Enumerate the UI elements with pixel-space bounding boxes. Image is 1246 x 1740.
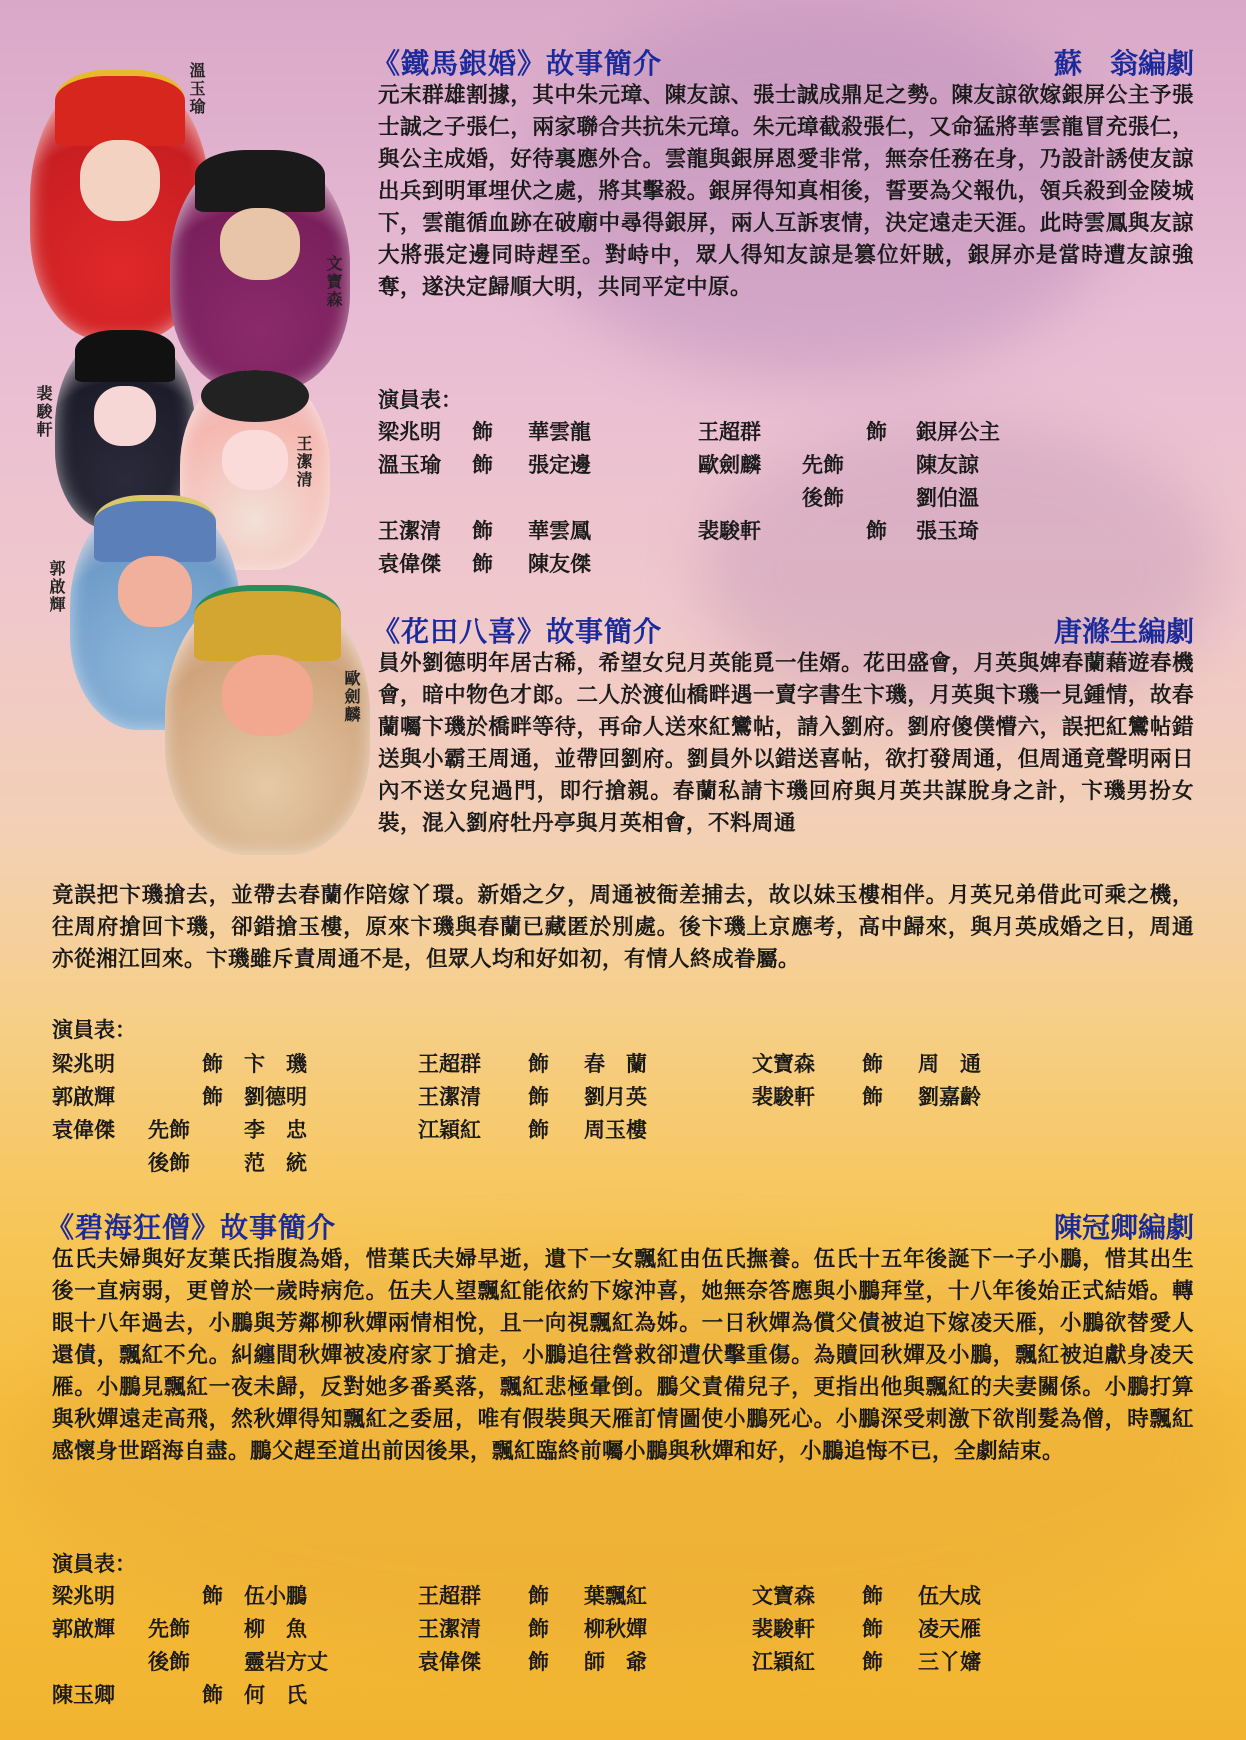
- role-marker: 飾: [862, 1582, 883, 1608]
- actor: [752, 1677, 862, 1710]
- role-marker: 飾: [528, 1050, 549, 1076]
- role-marker: [866, 480, 916, 513]
- role: 周 通: [918, 1050, 981, 1076]
- cast-row: [378, 513, 1056, 546]
- role: 周玉樓: [584, 1116, 647, 1142]
- actor: 江穎紅: [418, 1116, 481, 1142]
- role-marker: [202, 1112, 244, 1145]
- actor: [698, 546, 802, 579]
- role-marker: [528, 1145, 584, 1178]
- cast-row: [52, 1644, 1028, 1677]
- portrait-name: 郭啟輝: [47, 560, 66, 614]
- cast-row: [52, 1578, 1028, 1611]
- role-marker: 飾: [528, 1582, 549, 1608]
- role: 陳友諒: [916, 451, 979, 477]
- role-order: 先飾: [148, 1116, 190, 1142]
- role: 陳友傑: [528, 550, 591, 576]
- actor: [52, 1644, 148, 1677]
- headdress-icon: [94, 495, 216, 562]
- cast-row: [52, 1611, 1028, 1644]
- actor: 袁偉傑: [418, 1648, 481, 1674]
- role-marker: [862, 1112, 918, 1145]
- role: 劉德明: [244, 1083, 307, 1109]
- actor: 王超群: [418, 1582, 481, 1608]
- role-order: [802, 513, 866, 546]
- role-marker: 飾: [202, 1681, 223, 1707]
- portrait-name: 文寶森: [324, 255, 343, 309]
- role-marker: [866, 447, 916, 480]
- actor: 王潔清: [418, 1083, 481, 1109]
- role: [918, 1145, 1028, 1178]
- actor: [52, 1145, 148, 1178]
- role: 華雲龍: [528, 418, 591, 444]
- portrait-name: 溫玉瑜: [187, 62, 206, 116]
- portrait-name: 歐劍麟: [342, 670, 361, 724]
- role: 伍大成: [918, 1582, 981, 1608]
- cast-table: [52, 1046, 1028, 1178]
- actor: 陳玉卿: [52, 1681, 115, 1707]
- story-text-continued: 竟誤把卞璣搶去，並帶去春蘭作陪嫁丫環。新婚之夕，周通被衙差捕去，故以妹玉樓相伴。月英兄弟借此可乘之機，往周府搶回卞璣，卻錯搶玉樓，原來卞璣與春蘭已藏匿於別處。後卞璣上京應考，高中歸來，與月英成婚之日，周通亦從湘江回來。卞璣雖斥責周通不是，但眾人均和好如初，有情人終成眷屬。: [52, 883, 1194, 972]
- role-order: 後飾: [148, 1149, 190, 1175]
- story-text: 員外劉德明年居古稀，希望女兒月英能覓一佳婿。花田盛會，月英與婢春蘭藉遊春機會，暗中物色才郎。二人於渡仙橋畔遇一賣字書生卞璣，月英與卞璣一見鍾情，故春蘭囑卞璣於橋畔等待，再命人送來紅鸞帖，請入劉府。劉府傻僕懵六，誤把紅鸞帖錯送與小霸王周通，並帶回劉府。劉員外以錯送喜帖，欲打發周通，但周通竟聲明兩日內不送女兒過門，即行搶親。春蘭私請卞璣回府與月英共謀脫身之計，卞璣男扮女裝，混入劉府牡丹亭與月英相會，不料周通: [378, 651, 1194, 836]
- role: 劉伯溫: [916, 484, 979, 510]
- actor: 梁兆明: [52, 1582, 115, 1608]
- role-marker: 飾: [862, 1648, 883, 1674]
- actor: 袁偉傑: [52, 1116, 115, 1142]
- headdress-icon: [194, 585, 342, 661]
- actor: 裴駿軒: [752, 1615, 815, 1641]
- actor: [418, 1145, 528, 1178]
- role: 靈岩方丈: [244, 1648, 328, 1674]
- cast-row: [378, 480, 1056, 513]
- role: 張定邊: [528, 451, 591, 477]
- section-title: 《花田八喜》故事簡介: [372, 615, 663, 648]
- role: [584, 1145, 752, 1178]
- role-marker: 飾: [862, 1083, 883, 1109]
- actor: 裴駿軒: [752, 1083, 815, 1109]
- actor: 江穎紅: [752, 1648, 815, 1674]
- actor: [752, 1112, 862, 1145]
- role-marker: 飾: [528, 1116, 549, 1142]
- actor: 王超群: [698, 418, 761, 444]
- role-order: 先飾: [802, 451, 844, 477]
- actor: 溫玉瑜: [378, 451, 441, 477]
- role: 華雲鳳: [528, 517, 591, 543]
- role-marker: 飾: [202, 1083, 223, 1109]
- role: 卞 璣: [244, 1050, 307, 1076]
- actor: 王潔清: [378, 517, 441, 543]
- face-icon: [118, 556, 193, 627]
- role: [918, 1677, 1028, 1710]
- role-order: 後飾: [802, 484, 844, 510]
- section-writer: 陳冠卿編劇: [1053, 1211, 1194, 1244]
- portrait-name: 王潔清: [294, 435, 313, 489]
- role-marker: 飾: [862, 1050, 883, 1076]
- story-text: 元末群雄割據，其中朱元璋、陳友諒、張士誠成鼎足之勢。陳友諒欲嫁銀屏公主予張士誠之子張仁，兩家聯合共抗朱元璋。朱元璋截殺張仁，又命猛將華雲龍冒充張仁，與公主成婚，好待裏應外合。雲龍與銀屏恩愛非常，無奈任務在身，乃設計誘使友諒出兵到明軍埋伏之處，將其擊殺。銀屏得知真相後，誓要為父報仇，領兵殺到金陵城下，雲龍循血跡在破廟中尋得銀屏，兩人互訴衷情，決定遠走天涯。此時雲鳳與友諒大將張定邊同時趕至。對峙中，眾人得知友諒是篡位奸賊，銀屏亦是當時遭友諒強奪，遂決定歸順大明，共同平定中原。: [378, 83, 1194, 300]
- actor: [418, 1677, 528, 1710]
- cast-row: [378, 414, 1056, 447]
- role-marker: [202, 1145, 244, 1178]
- role: [584, 1677, 752, 1710]
- role: 李 忠: [244, 1116, 307, 1142]
- actor: 王超群: [418, 1050, 481, 1076]
- role-order: 後飾: [148, 1648, 190, 1674]
- performer-portraits: [30, 40, 380, 850]
- role-marker: 飾: [472, 517, 493, 543]
- role: 師 爺: [584, 1648, 647, 1674]
- headdress-icon: [55, 70, 185, 146]
- actor: 文寶森: [752, 1050, 815, 1076]
- actor: 梁兆明: [52, 1050, 115, 1076]
- role-order: [802, 414, 866, 447]
- role: 三丫嬸: [918, 1648, 981, 1674]
- cast-label: 演員表：: [52, 1017, 136, 1042]
- role-order: [802, 546, 866, 579]
- role-marker: 飾: [866, 418, 887, 444]
- role-marker: 飾: [472, 451, 493, 477]
- cast-row: [52, 1145, 1028, 1178]
- role: 劉嘉齡: [918, 1083, 981, 1109]
- portrait-name: 裴駿軒: [34, 385, 53, 439]
- role-marker: 飾: [202, 1582, 223, 1608]
- role-marker: [202, 1644, 244, 1677]
- role-order: [148, 1578, 202, 1611]
- face-icon: [80, 140, 159, 221]
- actor: [698, 480, 802, 513]
- headdress-icon: [75, 330, 176, 382]
- actor: [752, 1145, 862, 1178]
- cast-label: 演員表：: [378, 387, 462, 412]
- role: 劉月英: [584, 1083, 647, 1109]
- role-order: [148, 1079, 202, 1112]
- role: [528, 480, 698, 513]
- cast-table: [378, 414, 1056, 579]
- role-marker: [528, 1677, 584, 1710]
- role: 銀屏公主: [916, 418, 1000, 444]
- cast-row: [378, 447, 1056, 480]
- role-order: [148, 1677, 202, 1710]
- cast-row: [52, 1677, 1028, 1710]
- cast-label: 演員表：: [52, 1551, 136, 1576]
- section-writer: 唐滌生編劇: [1053, 615, 1194, 648]
- role-marker: 飾: [866, 517, 887, 543]
- role-marker: 飾: [472, 550, 493, 576]
- actor: 裴駿軒: [698, 517, 761, 543]
- face-icon: [94, 386, 156, 446]
- face-icon: [222, 430, 288, 490]
- cast-row: [378, 546, 1056, 579]
- section-title: 《鐵馬銀婚》故事簡介: [372, 47, 663, 80]
- role: 何 氏: [244, 1681, 307, 1707]
- actor: 袁偉傑: [378, 550, 441, 576]
- role-marker: [472, 480, 528, 513]
- role: 范 統: [244, 1149, 307, 1175]
- role-order: 先飾: [148, 1615, 190, 1641]
- actor: 郭啟輝: [52, 1615, 115, 1641]
- role-marker: 飾: [528, 1083, 549, 1109]
- role-marker: [866, 546, 916, 579]
- actor: 郭啟輝: [52, 1083, 115, 1109]
- role-marker: 飾: [528, 1615, 549, 1641]
- role-marker: [202, 1611, 244, 1644]
- face-icon: [220, 208, 299, 280]
- cast-row: [52, 1079, 1028, 1112]
- actor: 梁兆明: [378, 418, 441, 444]
- role: [916, 546, 1056, 579]
- role: 春 蘭: [584, 1050, 647, 1076]
- cast-row: [52, 1046, 1028, 1079]
- section-title: 《碧海狂僧》故事簡介: [46, 1211, 337, 1244]
- role-marker: [862, 1145, 918, 1178]
- actor: 文寶森: [752, 1582, 815, 1608]
- role-marker: 飾: [472, 418, 493, 444]
- role: 柳 魚: [244, 1615, 307, 1641]
- actor: [378, 480, 472, 513]
- role: 凌天雁: [918, 1615, 981, 1641]
- section-writer: 蘇 翁編劇: [1053, 47, 1194, 80]
- role-marker: 飾: [862, 1615, 883, 1641]
- headdress-icon: [201, 370, 309, 422]
- role: 葉飄紅: [584, 1582, 647, 1608]
- role: 伍小鵬: [244, 1582, 307, 1608]
- role-marker: [862, 1677, 918, 1710]
- role: [918, 1112, 1028, 1145]
- role: 張玉琦: [916, 517, 979, 543]
- role-order: [148, 1046, 202, 1079]
- cast-row: [52, 1112, 1028, 1145]
- role: 柳秋嬋: [584, 1615, 647, 1641]
- headdress-icon: [195, 150, 325, 212]
- story-text: 伍氏夫婦與好友葉氏指腹為婚，惜葉氏夫婦早逝，遺下一女飄紅由伍氏撫養。伍氏十五年後誕下一子小鵬，惜其出生後一直病弱，更曾於一歲時病危。伍夫人望飄紅能依約下嫁沖喜，她無奈答應與小鵬拜堂，十八年後始正式結婚。轉眼十八年過去，小鵬與芳鄰柳秋嬋兩情相悅，且一向視飄紅為姊。一日秋嬋為償父債被迫下嫁凌天雁，小鵬欲替愛人還債，飄紅不允。糾纏間秋嬋被凌府家丁搶走，小鵬追往營救卻遭伏擊重傷。為贖回秋嬋及小鵬，飄紅被迫獻身凌天雁。小鵬見飄紅一夜未歸，反對她多番奚落，飄紅悲極暈倒。鵬父責備兒子，更指出他與飄紅的夫妻關係。小鵬打算與秋嬋遠走高飛，然秋嬋得知飄紅之委屈，唯有假裝與天雁訂情圖使小鵬死心。小鵬深受刺激下欲削髮為僧，時飄紅感懷身世蹈海自盡。鵬父趕至道出前因後果，飄紅臨終前囑小鵬與秋嬋和好，小鵬追悔不已，全劇結束。: [52, 1247, 1194, 1464]
- face-icon: [222, 655, 312, 736]
- actor: 歐劍麟: [698, 451, 761, 477]
- role-marker: 飾: [202, 1050, 223, 1076]
- actor: 王潔清: [418, 1615, 481, 1641]
- role-marker: 飾: [528, 1648, 549, 1674]
- cast-table: [52, 1578, 1028, 1710]
